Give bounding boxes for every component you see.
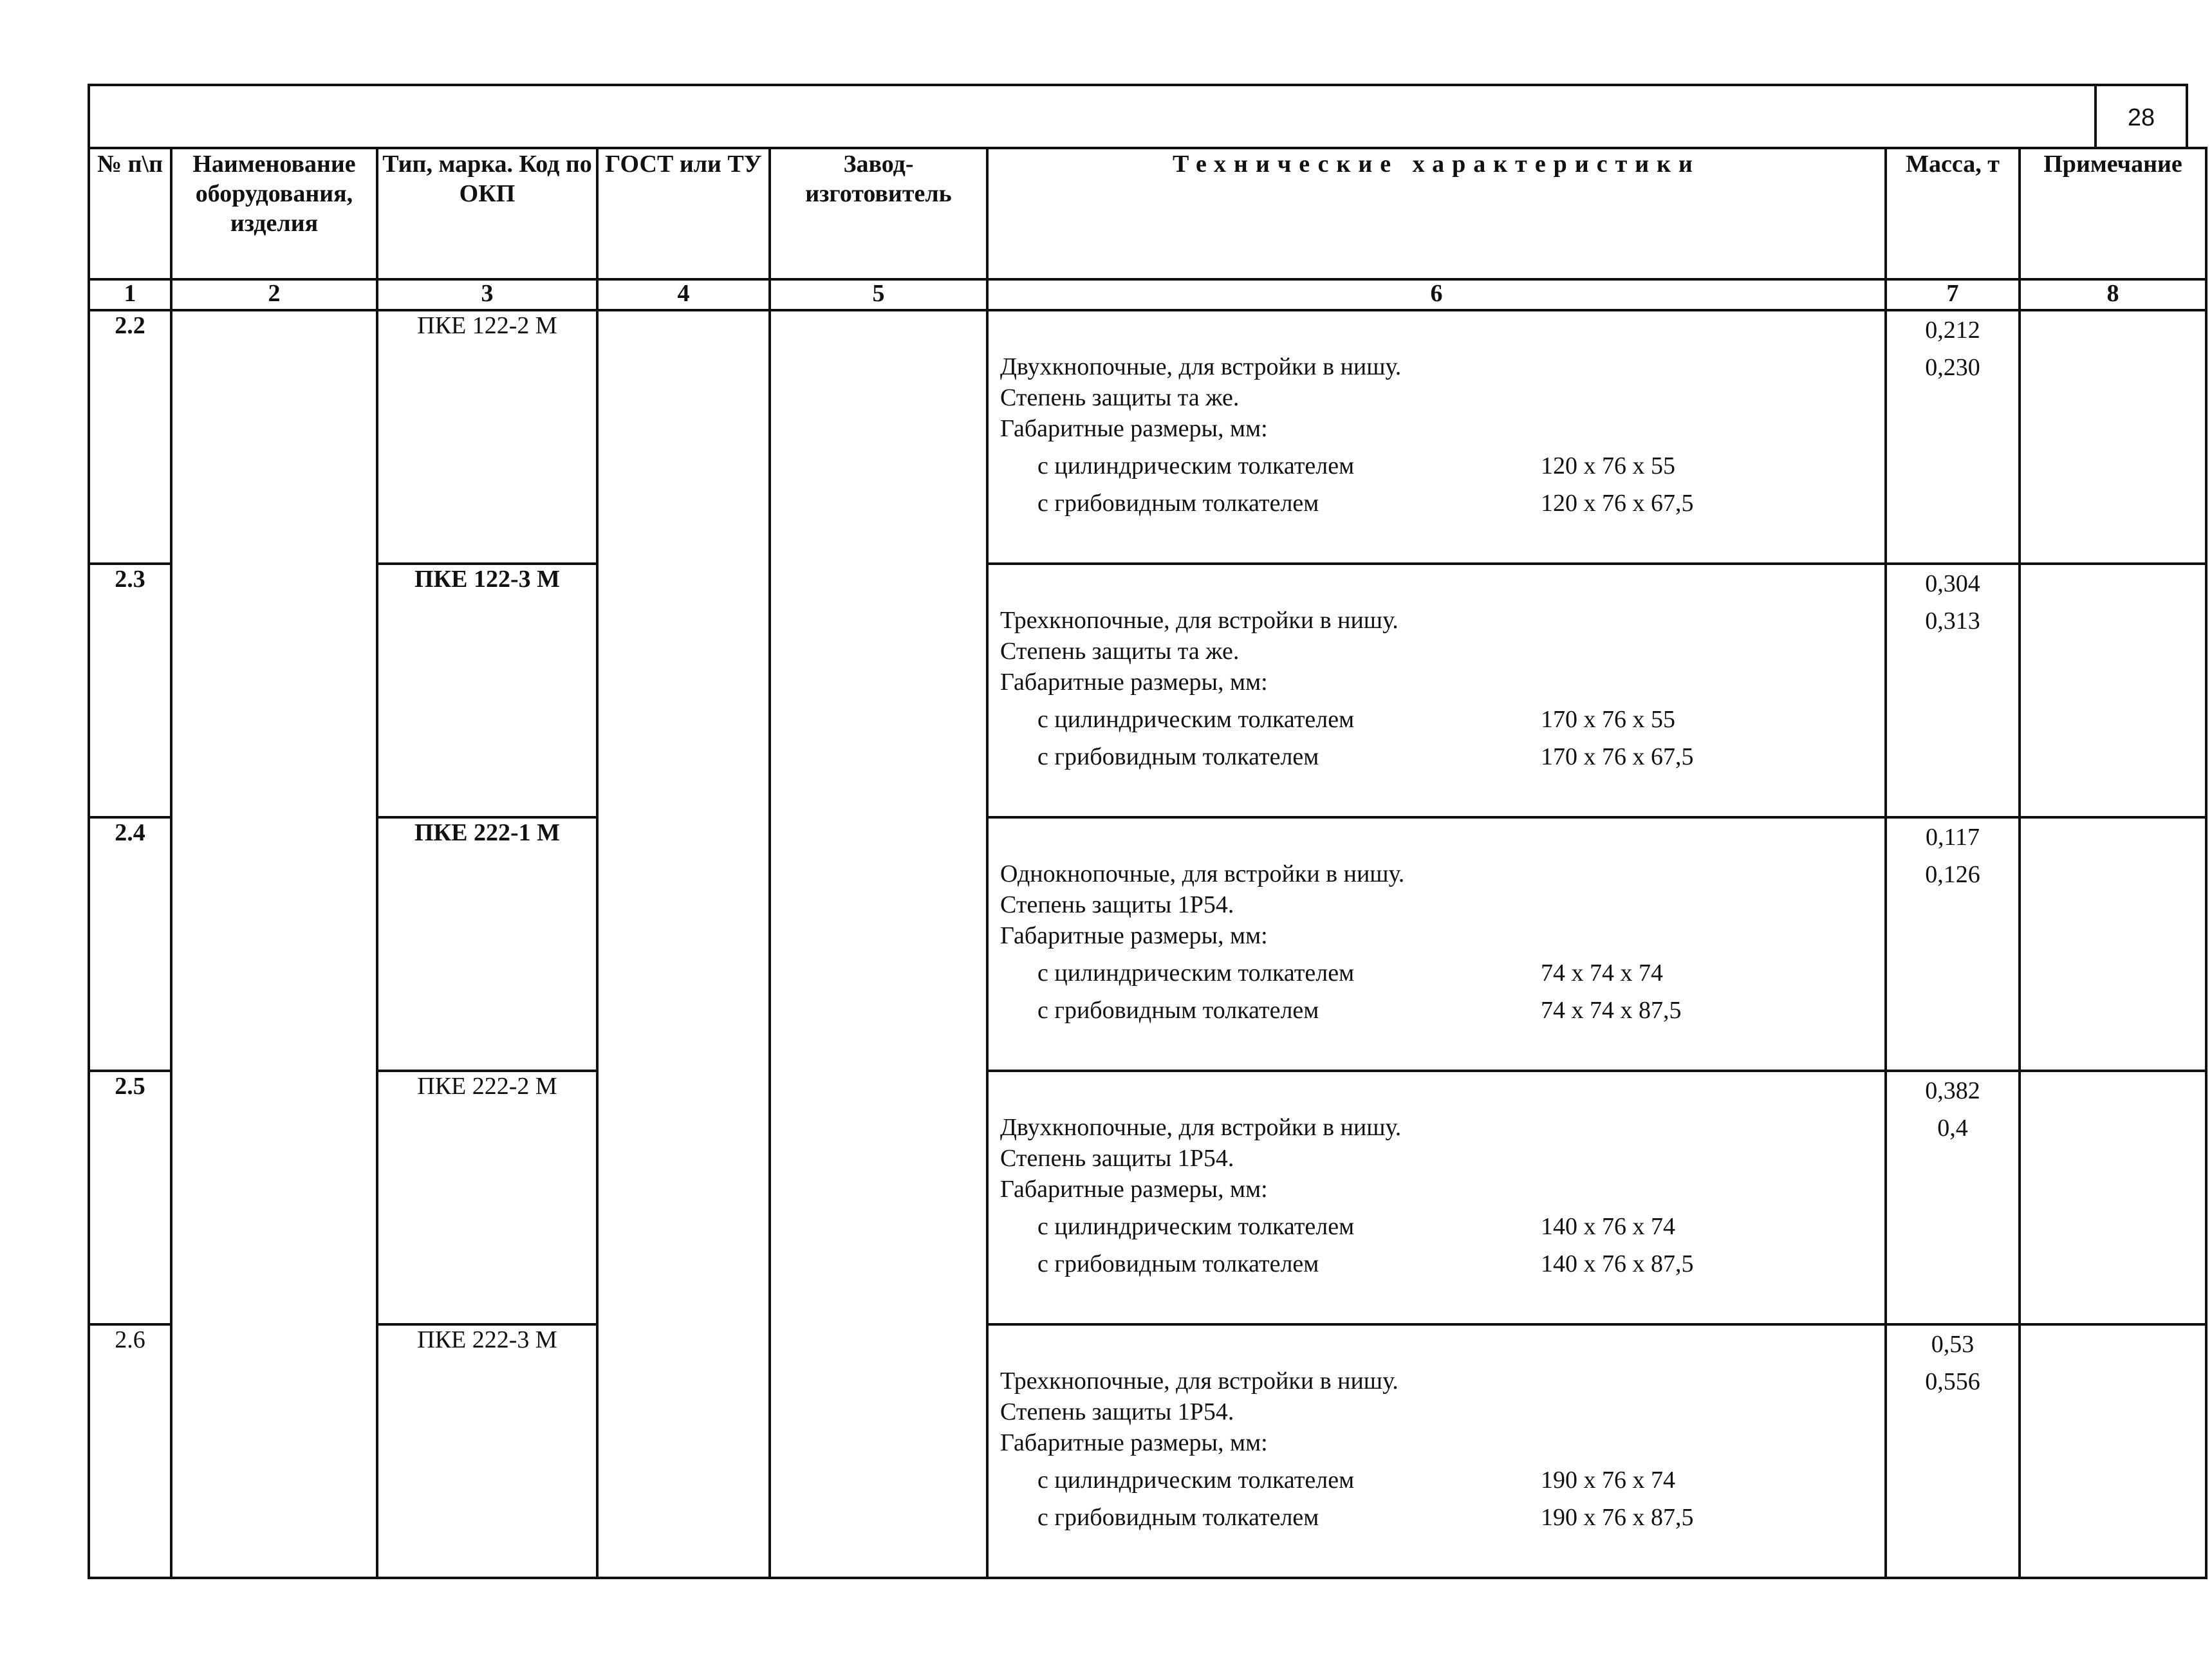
- column-number: 1: [89, 279, 171, 310]
- manufacturer-cell: [770, 310, 987, 1578]
- dimension-value: 190 х 76 х 87,5: [1541, 1504, 1694, 1531]
- dimension-row: [1000, 735, 1884, 772]
- mass-value: 0,117: [1925, 824, 1980, 851]
- dimension-row: [1000, 481, 1884, 519]
- gost-cell: [597, 310, 770, 1578]
- row-mass: [1886, 310, 2020, 564]
- spec-line: Трехкнопочные, для встройки в нишу.: [1000, 1367, 1399, 1395]
- dimension-row: [1000, 444, 1884, 481]
- header-strip: [88, 84, 2188, 147]
- dimension-label: с цилиндрическим толкателем: [1037, 1213, 1355, 1240]
- spec-line: Степень защиты 1Р54.: [1000, 1398, 1234, 1425]
- dimension-value: 74 х 74 х 74: [1541, 959, 1663, 987]
- spec-line: Габаритные размеры, мм:: [1000, 415, 1268, 442]
- row-type-code: ПКЕ 222-2 М: [377, 1071, 597, 1324]
- spec-line: Степень защиты та же.: [1000, 384, 1240, 411]
- row-index: 2.6: [89, 1324, 171, 1578]
- mass-value: 0,212: [1925, 317, 1980, 344]
- column-number: 4: [597, 279, 770, 310]
- spec-line: Степень защиты 1Р54.: [1000, 1145, 1234, 1172]
- row-mass: [1886, 1071, 2020, 1324]
- header-manufacturer: Завод- изготовитель: [770, 148, 987, 279]
- dimension-value: 140 х 76 х 87,5: [1541, 1250, 1694, 1277]
- row-type-code: ПКЕ 222-1 М: [377, 817, 597, 1071]
- table-row: [89, 1071, 2206, 1324]
- dimension-label: с грибовидным толкателем: [1037, 1250, 1319, 1277]
- header-note: Примечание: [2020, 148, 2206, 279]
- dimension-value: 74 х 74 х 87,5: [1541, 997, 1682, 1024]
- spec-line: Двухкнопочные, для встройки в нишу.: [1000, 1114, 1402, 1141]
- dimension-label: с цилиндрическим толкателем: [1037, 1467, 1355, 1494]
- row-tech-specs: [987, 310, 1886, 564]
- equipment-name-cell: [171, 310, 377, 1578]
- header-tech-specs: Технические характеристики: [987, 148, 1886, 279]
- mass-value: 0,53: [1931, 1331, 1975, 1358]
- header-number: № п\п: [89, 148, 171, 279]
- dimension-value: 170 х 76 х 67,5: [1541, 743, 1694, 770]
- row-note: [2020, 310, 2206, 564]
- dimension-row: [1000, 988, 1884, 1026]
- dimension-label: с цилиндрическим толкателем: [1037, 452, 1355, 479]
- row-mass: [1886, 1324, 2020, 1578]
- equipment-spec-table: [88, 147, 2207, 1579]
- row-note: [2020, 1071, 2206, 1324]
- spec-line: Однокнопочные, для встройки в нишу.: [1000, 860, 1405, 887]
- row-index: 2.5: [89, 1071, 171, 1324]
- row-mass: [1886, 817, 2020, 1071]
- dimension-label: с грибовидным толкателем: [1037, 490, 1319, 517]
- dimension-row: [1000, 1496, 1884, 1533]
- dimension-row: [1000, 951, 1884, 988]
- column-number: 6: [987, 279, 1886, 310]
- table-row: [89, 817, 2206, 1071]
- page-number: 28: [2094, 86, 2186, 149]
- dimension-row: [1000, 1242, 1884, 1279]
- mass-value: 0,556: [1925, 1368, 1980, 1395]
- row-index: 2.3: [89, 564, 171, 817]
- spec-line: Габаритные размеры, мм:: [1000, 1429, 1268, 1456]
- dimension-row: [1000, 1205, 1884, 1242]
- column-number: 2: [171, 279, 377, 310]
- column-number: 3: [377, 279, 597, 310]
- mass-value: 0,230: [1925, 354, 1980, 381]
- column-number: 7: [1886, 279, 2020, 310]
- spec-line: Двухкнопочные, для встройки в нишу.: [1000, 353, 1402, 380]
- row-index: 2.2: [89, 310, 171, 564]
- dimension-value: 120 х 76 х 55: [1541, 452, 1675, 479]
- dimension-value: 140 х 76 х 74: [1541, 1213, 1675, 1240]
- dimension-row: [1000, 698, 1884, 735]
- header-type: Тип, марка. Код по ОКП: [377, 148, 597, 279]
- spec-line: Степень защиты 1Р54.: [1000, 891, 1234, 918]
- column-number-row: [89, 279, 2206, 310]
- row-mass: [1886, 564, 2020, 817]
- table-row: [89, 310, 2206, 564]
- dimension-row: [1000, 1458, 1884, 1496]
- header-name: Наименование оборудования, изделия: [171, 148, 377, 279]
- row-index: 2.4: [89, 817, 171, 1071]
- spec-line: Степень защиты та же.: [1000, 638, 1240, 665]
- spec-line: Габаритные размеры, мм:: [1000, 1176, 1268, 1203]
- header-mass: Масса, т: [1886, 148, 2020, 279]
- row-tech-specs: [987, 1071, 1886, 1324]
- row-tech-specs: [987, 564, 1886, 817]
- mass-value: 0,313: [1925, 607, 1980, 635]
- mass-value: 0,126: [1925, 861, 1980, 888]
- spec-line: Габаритные размеры, мм:: [1000, 922, 1268, 949]
- dimension-value: 120 х 76 х 67,5: [1541, 490, 1694, 517]
- dimension-label: с грибовидным толкателем: [1037, 997, 1319, 1024]
- row-note: [2020, 817, 2206, 1071]
- spec-line: Трехкнопочные, для встройки в нишу.: [1000, 607, 1399, 634]
- row-type-code: ПКЕ 122-2 М: [377, 310, 597, 564]
- column-number: 8: [2020, 279, 2206, 310]
- table-header-row: [89, 148, 2206, 279]
- column-number: 5: [770, 279, 987, 310]
- table-row: [89, 1324, 2206, 1578]
- spec-line: Габаритные размеры, мм:: [1000, 669, 1268, 696]
- dimension-value: 190 х 76 х 74: [1541, 1467, 1675, 1494]
- row-type-code: ПКЕ 122-3 М: [377, 564, 597, 817]
- table-row: [89, 564, 2206, 817]
- dimension-label: с цилиндрическим толкателем: [1037, 706, 1355, 733]
- dimension-label: с грибовидным толкателем: [1037, 743, 1319, 770]
- row-tech-specs: [987, 1324, 1886, 1578]
- dimension-label: с грибовидным толкателем: [1037, 1504, 1319, 1531]
- mass-value: 0,304: [1925, 570, 1980, 597]
- dimension-label: с цилиндрическим толкателем: [1037, 959, 1355, 987]
- row-tech-specs: [987, 817, 1886, 1071]
- mass-value: 0,382: [1925, 1077, 1980, 1104]
- header-gost: ГОСТ или ТУ: [597, 148, 770, 279]
- row-note: [2020, 564, 2206, 817]
- row-type-code: ПКЕ 222-3 М: [377, 1324, 597, 1578]
- mass-value: 0,4: [1937, 1115, 1968, 1142]
- row-note: [2020, 1324, 2206, 1578]
- dimension-value: 170 х 76 х 55: [1541, 706, 1675, 733]
